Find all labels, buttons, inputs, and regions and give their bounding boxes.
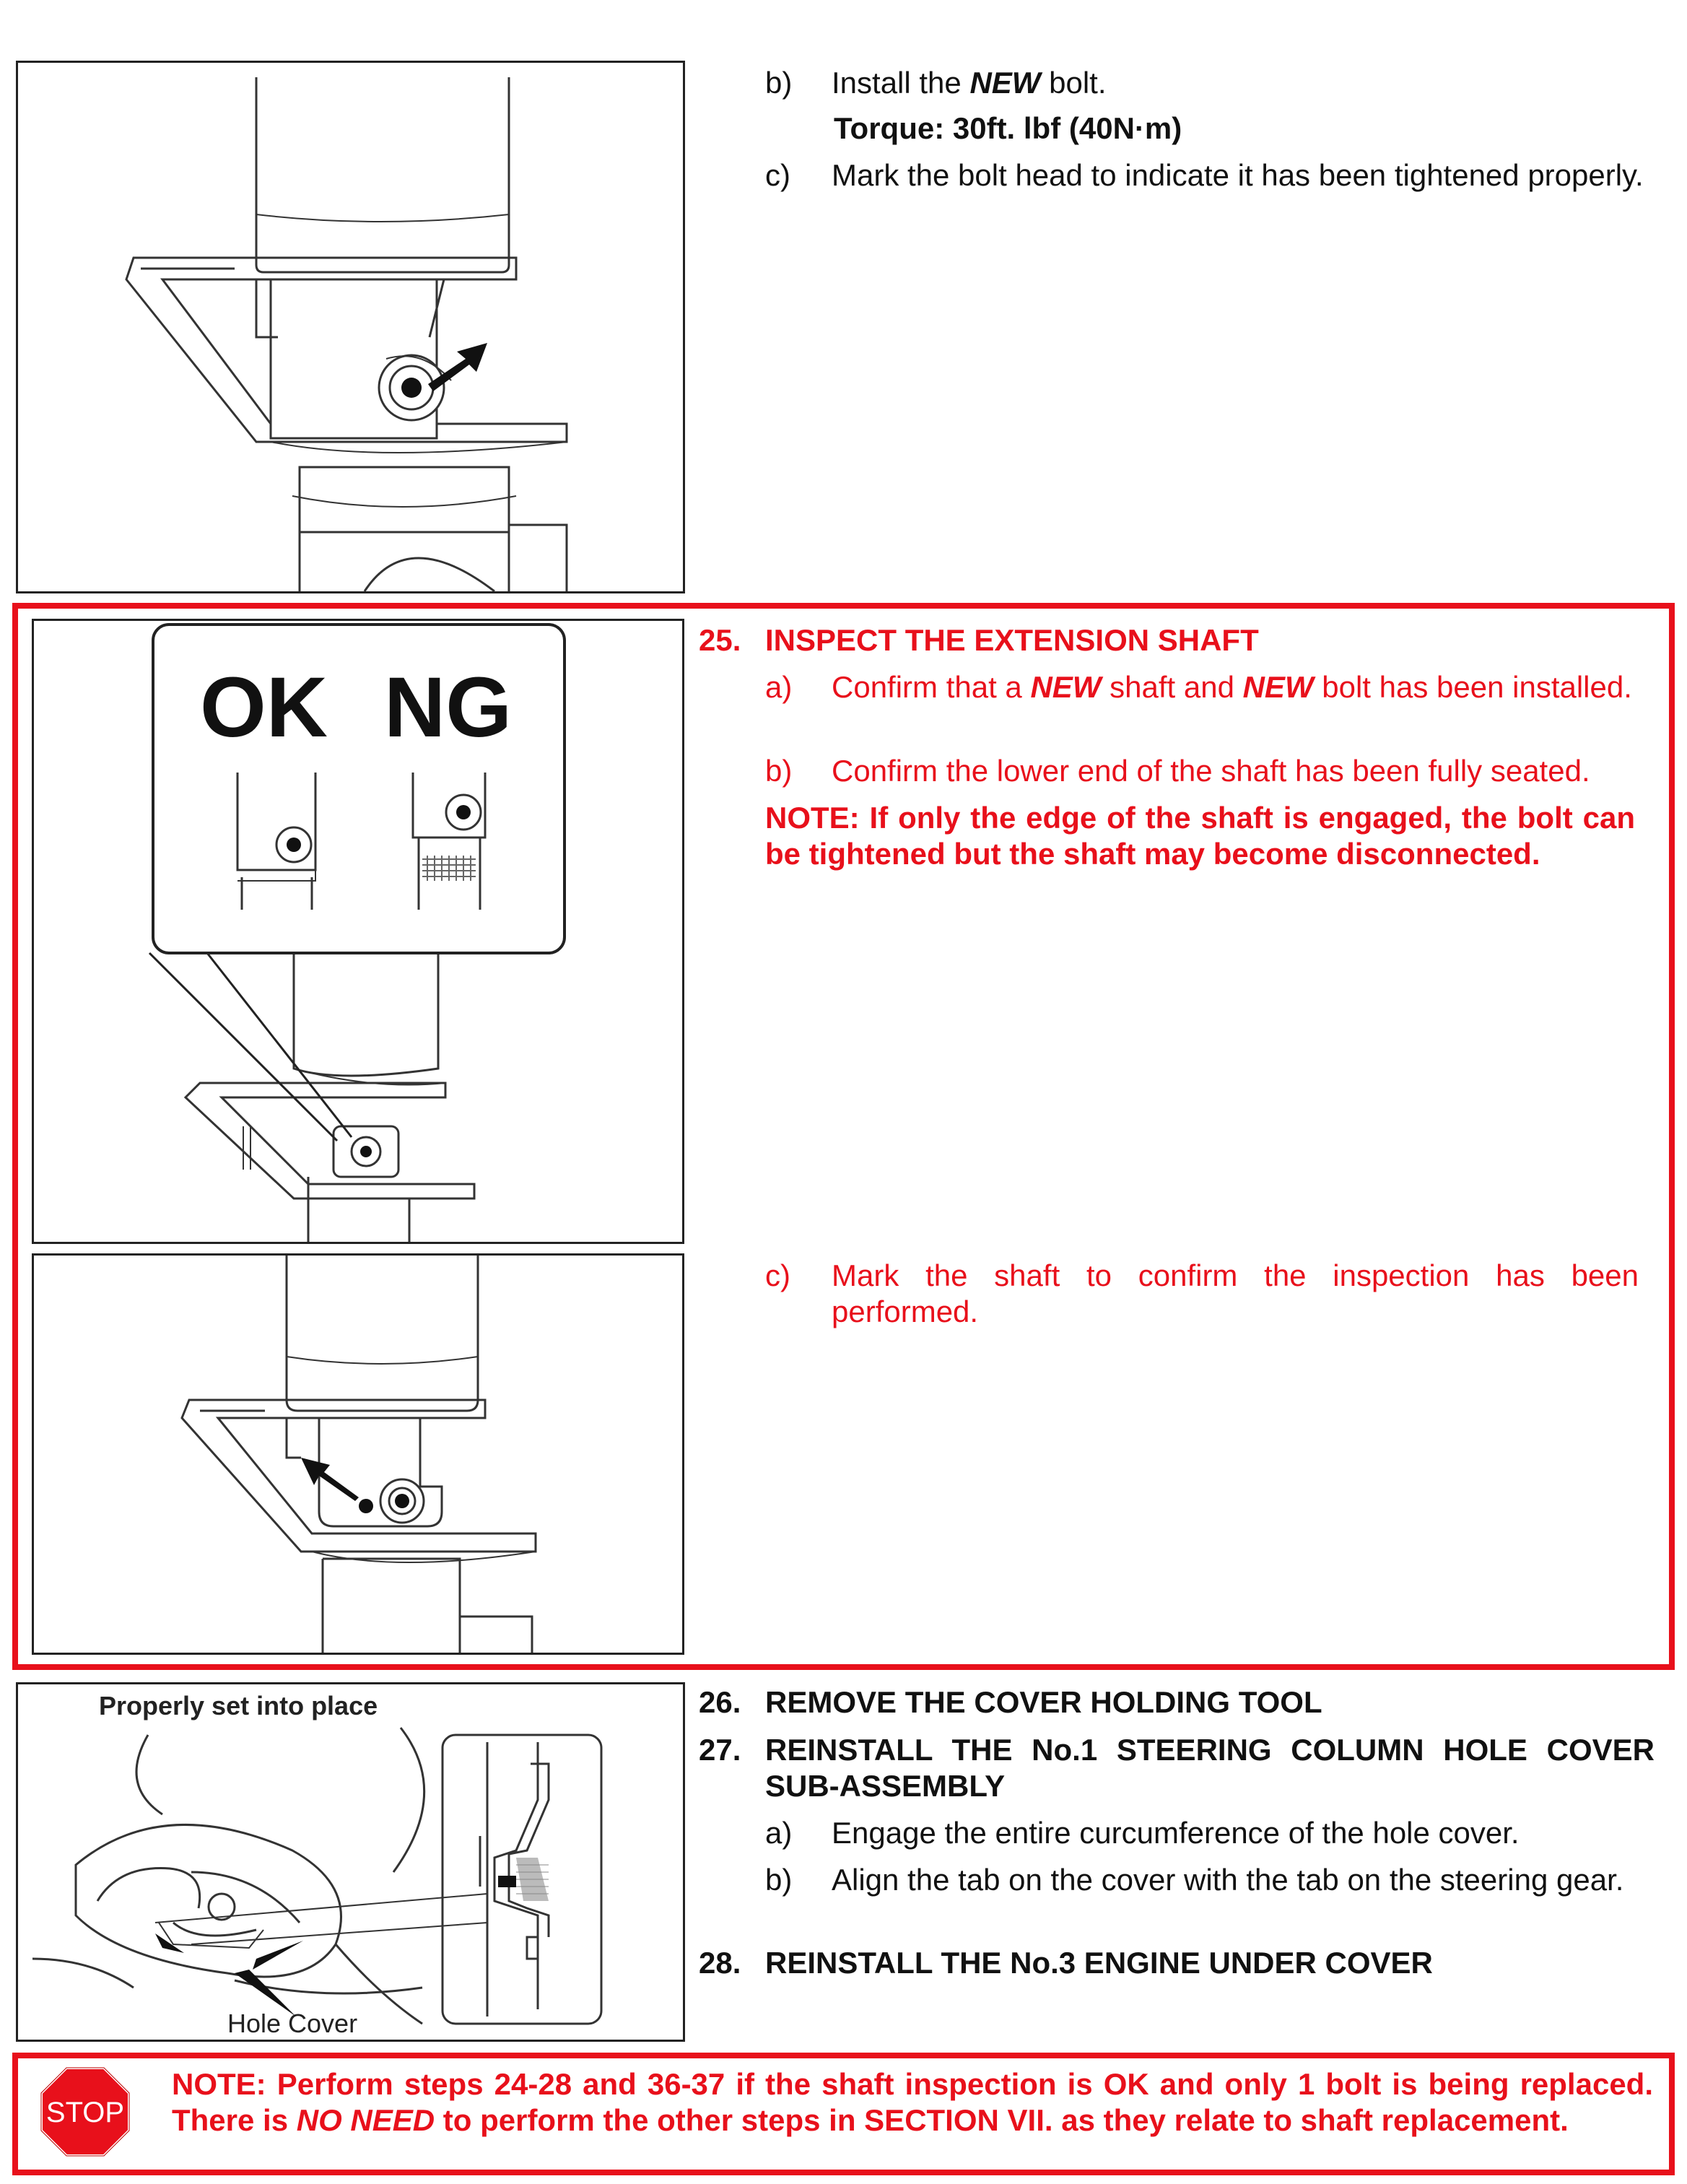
step-27-title: REINSTALL THE No.1 STEERING COLUMN HOLE COVER SUB-ASSEMBLY <box>765 1733 1655 1803</box>
hole-cover-drawing <box>18 1684 683 2040</box>
step-25b-letter: b) <box>765 754 793 788</box>
step-27b-text: Align the tab on the cover with the tab on the steering gear. <box>832 1863 1624 1897</box>
step-25a-emph1: NEW <box>1030 670 1102 704</box>
step-27a-text: Engage the entire curcumference of the hole cover. <box>832 1816 1520 1850</box>
torque-spec: Torque: 30ft. lbf (40N·m) <box>834 111 1182 145</box>
figure-caption: Properly set into place <box>99 1691 378 1720</box>
figure-ok-ng <box>32 619 684 1244</box>
step-27b-letter: b) <box>765 1863 793 1897</box>
step-27-number: 27. <box>699 1733 741 1767</box>
hole-cover-callout: Hole Cover <box>227 2009 358 2038</box>
step-25a-pre: Confirm that a <box>832 670 1031 704</box>
step-25b-text: Confirm the lower end of the shaft has been fully seated. <box>832 754 1590 788</box>
step-25-number: 25. <box>699 623 741 657</box>
step-25a-text <box>832 669 1639 705</box>
step-c-letter: c) <box>765 158 790 192</box>
step-25-note: NOTE: If only the edge of the shaft is engaged, the bolt can be tightened but the shaft may become disconnected. <box>765 801 1635 871</box>
step-b-letter: b) <box>765 66 793 100</box>
step-26-title: REMOVE THE COVER HOLDING TOOL <box>765 1685 1322 1719</box>
step-25c-text: Mark the shaft to confirm the inspection has been performed. <box>832 1258 1639 1328</box>
stop-note-emph: NO NEED <box>296 2103 435 2137</box>
stop-sign-icon <box>40 2066 131 2157</box>
step-26-number: 26. <box>699 1685 741 1719</box>
stop-sign-text: STOP <box>45 2097 125 2128</box>
step-25c-letter: c) <box>765 1258 790 1292</box>
step-b-text <box>832 65 1107 101</box>
ok-label: OK <box>200 660 328 755</box>
stop-note-pre: NOTE: Perform steps 24-28 and 36-37 if the shaft inspection is OK and only 1 bolt is being replaced. There is <box>172 2067 1653 2137</box>
bolt-install-drawing <box>18 63 683 591</box>
step-c-text: Mark the bolt head to indicate it has been tightened properly. <box>832 158 1644 192</box>
step-25a-mid: shaft and <box>1101 670 1243 704</box>
step-b-pre: Install the <box>832 66 970 100</box>
stop-note-text <box>172 2066 1653 2139</box>
figure-mark-shaft <box>32 1253 684 1655</box>
step-b-post: bolt. <box>1040 66 1107 100</box>
stop-note-post: to perform the other steps in SECTION VII. as they relate to shaft replacement. <box>435 2103 1569 2137</box>
ok-ng-drawing <box>34 621 682 1242</box>
figure-bolt-install <box>16 61 685 593</box>
mark-shaft-drawing <box>34 1256 682 1653</box>
ng-label: NG <box>384 660 512 755</box>
step-28-number: 28. <box>699 1946 741 1980</box>
step-28-title: REINSTALL THE No.3 ENGINE UNDER COVER <box>765 1946 1433 1980</box>
step-25a-post: bolt has been installed. <box>1313 670 1632 704</box>
step-b-emph: NEW <box>969 66 1041 100</box>
step-25-title: INSPECT THE EXTENSION SHAFT <box>765 623 1259 657</box>
step-27a-letter: a) <box>765 1816 793 1850</box>
step-25a-letter: a) <box>765 670 793 704</box>
figure-hole-cover <box>16 1682 685 2042</box>
step-25a-emph2: NEW <box>1242 670 1314 704</box>
